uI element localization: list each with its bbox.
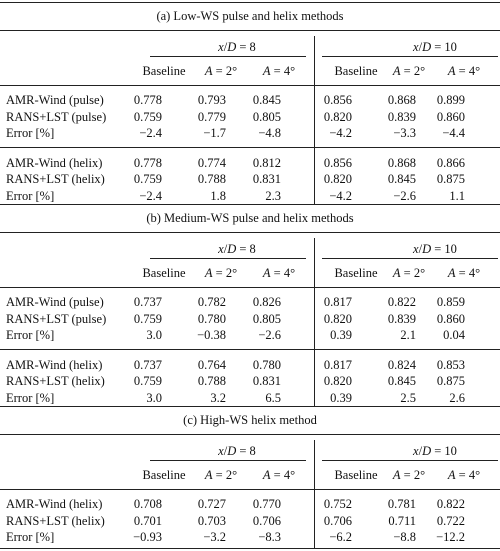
caption-rule	[0, 30, 500, 31]
table-cell: 3.2	[210, 390, 226, 405]
table-cell: 0.706	[252, 513, 281, 528]
table-cell: 0.853	[436, 357, 465, 372]
table-cell: 0.778	[133, 155, 162, 170]
table-cell: −2.6	[393, 188, 416, 203]
table-cell: 2.3	[265, 188, 281, 203]
table-cell: 2.5	[400, 390, 416, 405]
table-cell: 0.860	[436, 311, 465, 326]
table-cell: 0.708	[133, 497, 162, 511]
row-label: AMR-Wind (helix)	[6, 357, 103, 372]
column-header: A = 4°	[447, 266, 481, 280]
table-cell: −0.93	[133, 530, 162, 544]
block-rule	[0, 147, 500, 148]
column-header: A = 2°	[204, 266, 238, 280]
table-cell: 0.817	[323, 357, 352, 372]
table-cell: 0.831	[252, 172, 281, 186]
table-cell: −8.3	[258, 530, 281, 544]
column-header: Baseline	[334, 266, 378, 280]
table-cell: 0.822	[387, 295, 416, 309]
table-cell: 0.759	[133, 172, 162, 186]
caption-rule	[0, 434, 500, 435]
group-header	[360, 241, 500, 257]
table-cell: 1.1	[449, 188, 465, 203]
table-cell: 0.39	[330, 390, 352, 405]
table-cell: 0.788	[197, 374, 226, 388]
row-label: Error [%]	[6, 188, 55, 203]
table-cell: −2.6	[258, 328, 281, 342]
table-cell: 3.0	[146, 390, 162, 405]
column-header: Baseline	[142, 64, 186, 78]
column-header: Baseline	[142, 266, 186, 280]
column-header: A = 2°	[392, 266, 426, 280]
row-label: AMR-Wind (pulse)	[6, 295, 104, 309]
table-cell: 0.839	[387, 109, 416, 124]
table-cell: 1.8	[210, 188, 226, 203]
table-cell: 0.781	[387, 497, 416, 511]
row-label: Error [%]	[6, 530, 55, 544]
table-cell: 0.764	[197, 357, 226, 372]
group-header	[162, 39, 312, 55]
column-header: A = 4°	[447, 64, 481, 78]
table-cell: 0.759	[133, 374, 162, 388]
table-cell: 0.706	[323, 513, 352, 528]
table-cell: 0.824	[387, 357, 416, 372]
table-cell: −2.4	[139, 188, 162, 203]
row-label: RANS+LST (helix)	[6, 513, 105, 528]
table-cell: 0.866	[436, 155, 465, 170]
group-underline	[322, 460, 498, 461]
column-header: A = 4°	[262, 64, 296, 78]
table-cell: 0.39	[330, 328, 352, 342]
table-cell: 0.701	[133, 513, 162, 528]
table-cell: 0.793	[197, 93, 226, 107]
panel-caption: (a) Low-WS pulse and helix methods	[156, 9, 344, 23]
group-label: x/D = 10	[413, 444, 457, 458]
row-label: RANS+LST (pulse)	[6, 311, 107, 326]
header-rule	[0, 85, 500, 86]
group-label: x/D = 8	[218, 444, 256, 458]
table-cell: 3.0	[146, 328, 162, 342]
table-cell: 0.779	[197, 109, 226, 124]
table-cell: −4.4	[442, 126, 465, 140]
table-cell: 0.845	[387, 172, 416, 186]
table-cell: 0.788	[197, 172, 226, 186]
table-cell: −3.2	[203, 530, 226, 544]
row-label: RANS+LST (helix)	[6, 374, 105, 388]
panel-caption: (c) High-WS helix method	[183, 413, 317, 427]
table-cell: 0.875	[436, 374, 465, 388]
group-header	[360, 443, 500, 459]
header-rule	[0, 287, 500, 288]
table-cell: −12.2	[436, 530, 465, 544]
table-cell: −0.38	[197, 328, 226, 342]
table-cell: 0.737	[133, 295, 162, 309]
table-cell: 0.778	[133, 93, 162, 107]
column-header: A = 4°	[262, 266, 296, 280]
table-cell: 2.1	[400, 328, 416, 342]
table-cell: 0.856	[323, 155, 352, 170]
panel-top-rule	[0, 204, 500, 205]
table-cell: −4.2	[329, 126, 352, 140]
table-cell: 0.722	[436, 513, 465, 528]
table-cell: 0.752	[323, 497, 352, 511]
row-label: Error [%]	[6, 126, 55, 140]
panel-caption: (b) Medium-WS pulse and helix methods	[146, 211, 354, 225]
table-cell: 0.845	[252, 93, 281, 107]
table-cell: 0.774	[197, 155, 226, 170]
table-cell: 0.780	[197, 311, 226, 326]
row-label: AMR-Wind (helix)	[6, 155, 103, 170]
row-label: AMR-Wind (helix)	[6, 497, 103, 511]
column-header: Baseline	[142, 468, 186, 482]
table-cell: 0.770	[252, 497, 281, 511]
row-label: Error [%]	[6, 328, 55, 342]
table-cell: 0.860	[436, 109, 465, 124]
table-cell: 0.820	[323, 172, 352, 186]
table-cell: 2.6	[449, 390, 465, 405]
column-header: A = 2°	[204, 468, 238, 482]
table-cell: 0.868	[387, 155, 416, 170]
row-label: AMR-Wind (pulse)	[6, 93, 104, 107]
group-underline	[322, 56, 498, 57]
table-cell: −2.4	[139, 126, 162, 140]
column-header: A = 2°	[204, 64, 238, 78]
column-header: A = 4°	[262, 468, 296, 482]
group-label: x/D = 10	[413, 242, 457, 256]
group-header	[162, 443, 312, 459]
table-cell: −8.8	[393, 530, 416, 544]
group-underline	[150, 56, 306, 57]
table-cell: 0.780	[252, 357, 281, 372]
table-cell: −4.2	[329, 188, 352, 203]
table-cell: 0.899	[436, 93, 465, 107]
table-cell: 0.820	[323, 109, 352, 124]
group-separator	[314, 238, 315, 406]
table-cell: 0.737	[133, 357, 162, 372]
table-cell: −3.3	[393, 126, 416, 140]
column-header: Baseline	[334, 64, 378, 78]
table-cell: −4.8	[258, 126, 281, 140]
table-cell: 0.782	[197, 295, 226, 309]
group-separator	[314, 36, 315, 204]
table-cell: −6.2	[329, 530, 352, 544]
table-cell: 0.759	[133, 311, 162, 326]
table-cell: 0.820	[323, 311, 352, 326]
group-header	[162, 241, 312, 257]
table-cell: 0.805	[252, 311, 281, 326]
table-cell: 0.04	[443, 328, 465, 342]
row-label: Error [%]	[6, 390, 55, 405]
table-cell: 6.5	[265, 390, 281, 405]
caption-rule	[0, 232, 500, 233]
table-cell: −1.7	[203, 126, 226, 140]
row-label: RANS+LST (helix)	[6, 172, 105, 186]
group-label: x/D = 10	[413, 40, 457, 54]
group-underline	[150, 258, 306, 259]
group-label: x/D = 8	[218, 40, 256, 54]
table-cell: 0.831	[252, 374, 281, 388]
header-rule	[0, 489, 500, 490]
table-cell: 0.875	[436, 172, 465, 186]
group-label: x/D = 8	[218, 242, 256, 256]
column-header: A = 2°	[392, 468, 426, 482]
group-underline	[150, 460, 306, 461]
table-cell: 0.826	[252, 295, 281, 309]
table-cell: 0.839	[387, 311, 416, 326]
panel-top-rule	[0, 406, 500, 407]
panel-top-rule	[0, 2, 500, 3]
table-cell: 0.859	[436, 295, 465, 309]
row-label: RANS+LST (pulse)	[6, 109, 107, 124]
table-cell: 0.703	[197, 513, 226, 528]
table-cell: 0.805	[252, 109, 281, 124]
table-cell: 0.820	[323, 374, 352, 388]
table-cell: 0.817	[323, 295, 352, 309]
column-header: A = 4°	[447, 468, 481, 482]
column-header: A = 2°	[392, 64, 426, 78]
table-cell: 0.868	[387, 93, 416, 107]
table-cell: 0.759	[133, 109, 162, 124]
column-header: Baseline	[334, 468, 378, 482]
table-bottom-rule	[0, 548, 500, 549]
table-cell: 0.711	[388, 513, 416, 528]
table-cell: 0.812	[252, 155, 281, 170]
group-separator	[314, 440, 315, 548]
table-cell: 0.845	[387, 374, 416, 388]
table-cell: 0.856	[323, 93, 352, 107]
table-cell: 0.822	[436, 497, 465, 511]
group-underline	[322, 258, 498, 259]
table-cell: 0.727	[197, 497, 226, 511]
block-rule	[0, 349, 500, 350]
group-header	[360, 39, 500, 55]
